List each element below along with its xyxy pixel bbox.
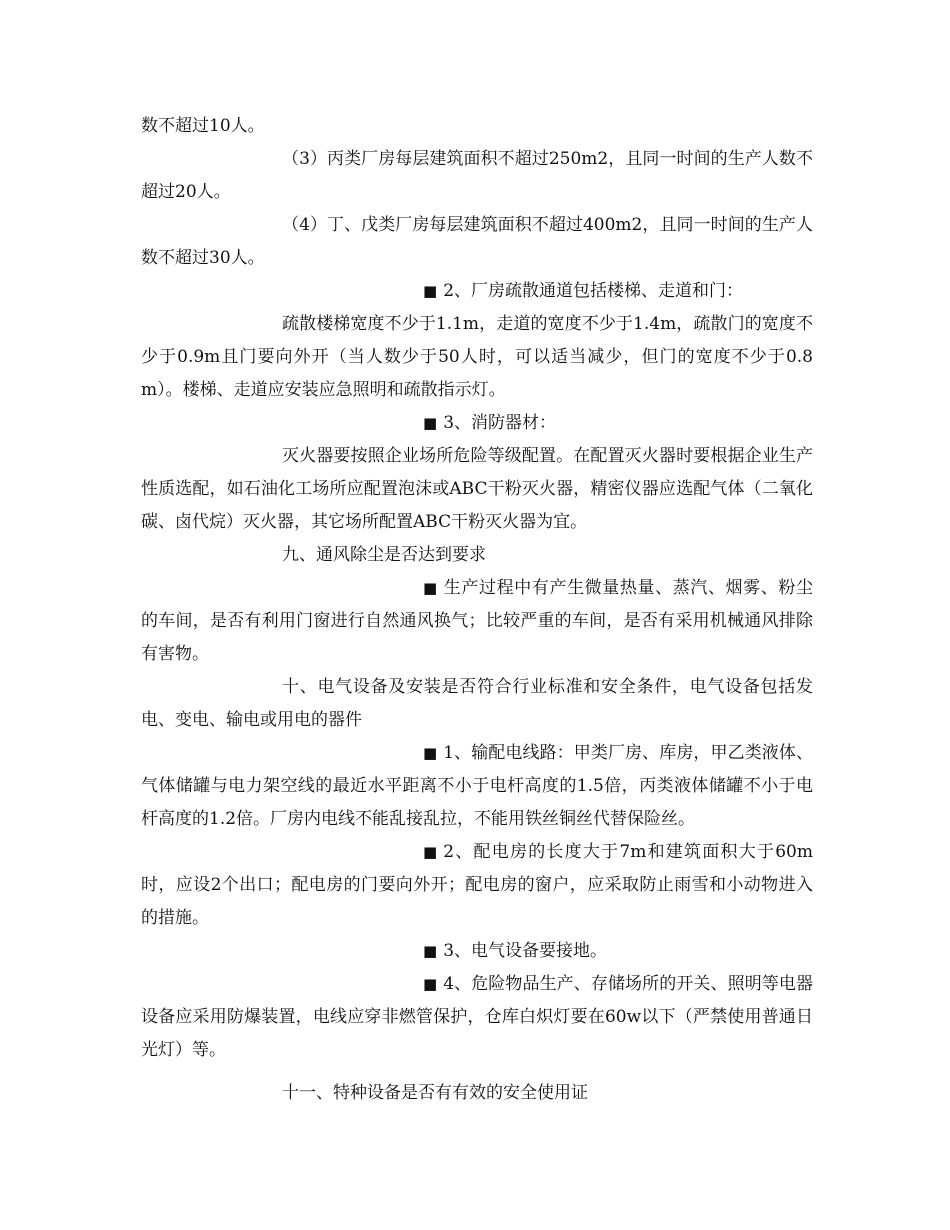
- section-heading: [141, 671, 813, 737]
- bullet-paragraph: [141, 935, 813, 968]
- paragraph-text: 4、危险物品生产、存储场所的开关、照明等电器设备应采用防爆装置，电线应穿非燃管保护，仓库白炽灯要在60w以下（严禁使用普通日光灯）等。: [141, 974, 813, 1060]
- paragraph-text: （4）丁、戊类厂房每层建筑面积不超过400m2，且同一时间的生产人数不超过30人。: [141, 215, 813, 268]
- paragraph-text: 疏散楼梯宽度不少于1.1m，走道的宽度不少于1.4m，疏散门的宽度不少于0.9m且门要向外开（当人数少于50人时，可以适当减少，但门的宽度不少于0.8m）。楼梯、走道应安装应急照明和疏散指示灯。: [141, 314, 813, 400]
- square-bullet-icon: ■: [423, 975, 438, 993]
- square-bullet-icon: ■: [423, 282, 438, 300]
- paragraph-text: 2、厂房疏散通道包括楼梯、走道和门：: [443, 281, 744, 301]
- paragraph-text: 3、电气设备要接地。: [443, 941, 608, 961]
- bullet-paragraph: [141, 836, 813, 935]
- document-page: [141, 110, 813, 1110]
- square-bullet-icon: ■: [423, 942, 438, 960]
- bullet-paragraph: [141, 572, 813, 671]
- heading-text: 十、电气设备及安装是否符合行业标准和安全条件，电气设备包括发电、变电、输电或用电的器件: [141, 677, 813, 730]
- bullet-paragraph: [141, 737, 813, 836]
- square-bullet-icon: ■: [423, 414, 438, 432]
- paragraph-text: 1、输配电线路：甲类厂房、库房，甲乙类液体、气体储罐与电力架空线的最近水平距离不小于电杆高度的1.5倍，丙类液体储罐不小于电杆高度的1.2倍。厂房内电线不能乱接乱拉，不能用铁丝铜丝代替保险丝。: [141, 743, 813, 829]
- heading-text: 十一、特种设备是否有有效的安全使用证: [282, 1083, 588, 1103]
- paragraph: [141, 440, 813, 539]
- paragraph-text: 灭火器要按照企业场所危险等级配置。在配置灭火器时要根据企业生产性质选配，如石油化工场所应配置泡沫或ABC干粉灭火器，精密仪器应选配气体（二氧化碳、卤代烷）灭火器，其它场所配置ABC干粉灭火器为宜。: [141, 446, 813, 532]
- paragraph-text: 生产过程中有产生微量热量、蒸汽、烟雾、粉尘的车间，是否有利用门窗进行自然通风换气；比较严重的车间，是否有采用机械通风排除有害物。: [141, 578, 813, 664]
- paragraph: [141, 110, 813, 143]
- heading-text: 九、通风除尘是否达到要求: [282, 545, 486, 565]
- square-bullet-icon: ■: [423, 744, 438, 762]
- section-heading: [141, 1077, 813, 1110]
- paragraph-text: 2、配电房的长度大于7m和建筑面积大于60m时，应设2个出口；配电房的门要向外开；配电房的窗户，应采取防止雨雪和小动物进入的措施。: [141, 842, 813, 928]
- paragraph-text: （3）丙类厂房每层建筑面积不超过250m2，且同一时间的生产人数不超过20人。: [141, 149, 813, 202]
- paragraph: [141, 308, 813, 407]
- section-heading: [141, 539, 813, 572]
- square-bullet-icon: ■: [423, 843, 438, 861]
- paragraph-text: 3、消防器材：: [443, 413, 557, 433]
- square-bullet-icon: ■: [423, 579, 438, 597]
- bullet-paragraph: [141, 968, 813, 1067]
- paragraph: [141, 143, 813, 209]
- bullet-paragraph: [141, 275, 813, 308]
- paragraph-text: 数不超过10人。: [141, 116, 265, 136]
- paragraph: [141, 209, 813, 275]
- bullet-paragraph: [141, 407, 813, 440]
